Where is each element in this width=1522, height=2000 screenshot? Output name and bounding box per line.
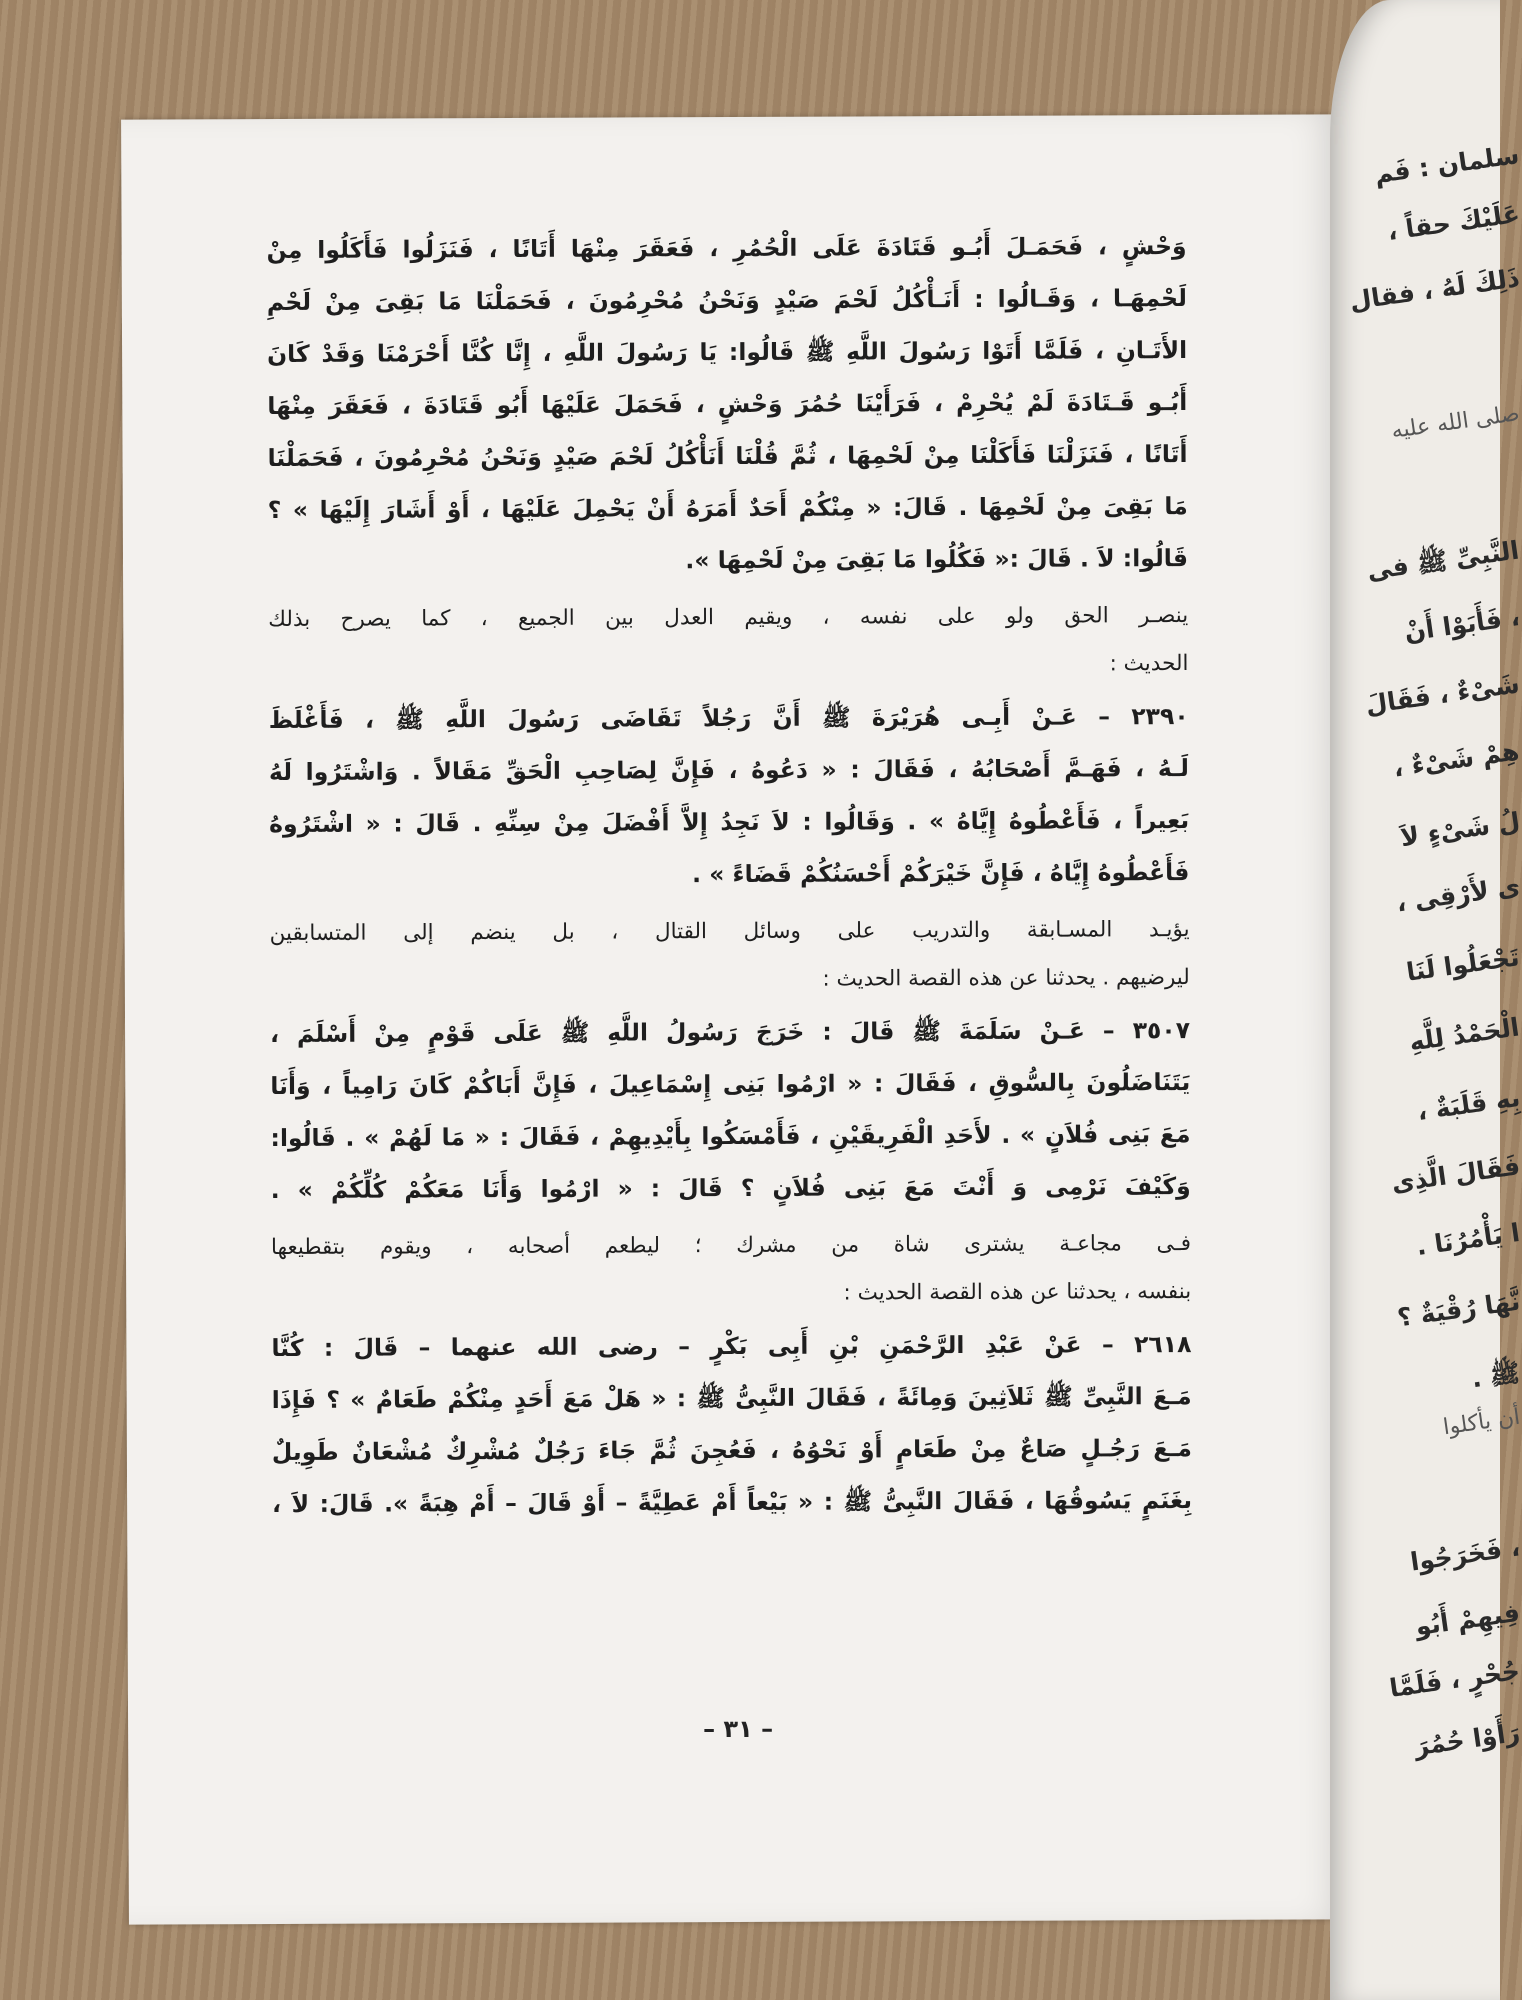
text-line: قَالُوا: لاَ . قَالَ :« فَكُلُوا مَا بَقِىَ مِنْ لَحْمِهَا ». — [685, 544, 1189, 575]
facing-page-text: فِيهِمْ أَبُو — [1413, 1597, 1522, 1642]
hadith-block-2390 — [269, 690, 1190, 902]
facing-page-text: جُحْرٍ ، فَلَمَّا — [1387, 1656, 1522, 1703]
commentary-block-3 — [271, 1220, 1191, 1320]
facing-page — [1330, 0, 1522, 2000]
text-line: بِغَنَمٍ يَسُوقُهَا ، فَقَالَ النَّبِىُّ ﷺ : « بَيْعاً أَمْ عَطِيَّةً – أَوْ قَالَ – أَمْ هِبَةً ». قَالَ: لاَ ، — [272, 1486, 1193, 1519]
page-text — [267, 220, 1193, 1530]
text-line: ٢٦١٨ – عَنْ عَبْدِ الرَّحْمَنِ بْنِ أَبِى بَكْرٍ – رضى الله عنهما – قَالَ : كُنَّا — [271, 1330, 1192, 1363]
text-line: مَـعَ رَجُـلٍ صَاعٌ مِنْ طَعَامٍ أَوْ نَحْوُهُ ، فَعُجِنَ ثُمَّ جَاءَ رَجُلٌ مُشْرِكٌ مُشْعَانٌ طَوِيلٌ — [271, 1434, 1192, 1467]
facing-page-text: بِهِ قَلَبَةٌ ، — [1415, 1082, 1522, 1127]
text-line: بَعِيراً ، فَأَعْطُوهُ إِيَّاهُ » . وَقَالُوا : لاَ نَجِدُ إِلاَّ أَفْضَلَ مِنْ سِنِّهِ . قَالَ : « اشْتَرُوهُ — [269, 806, 1190, 839]
facing-page-text: ى لأَرْقِى ، — [1394, 871, 1522, 918]
text-line: ليرضيهم . يحدثنا عن هذه القصة الحديث : — [822, 965, 1190, 992]
text-line: لَحْمِهَـا ، وَقَـالُوا : أَنَـأْكُلُ لَحْمَ صَيْدٍ وَنَحْنُ مُحْرِمُونَ ، فَحَمَلْنَا مَا بَقِىَ مِنْ لَحْمِ — [266, 284, 1187, 317]
facing-page-text: ، فَأَبَوْا أَنْ — [1402, 602, 1522, 647]
facing-page-text: تَجْعَلُوا لَنَا — [1404, 942, 1522, 987]
text-line: لَـهُ ، فَهَـمَّ أَصْحَابُهُ ، فَقَالَ : « دَعُوهُ ، فَإِنَّ لِصَاحِبِ الْحَقِّ مَقَالاً . وَاشْتَرُوا لَهُ — [268, 754, 1189, 787]
hadith-block-2618 — [271, 1318, 1192, 1530]
facing-page-text: عَلَيْكَ حقاً ، — [1385, 198, 1522, 247]
facing-page-text: هِمْ شَىْءٌ ، — [1392, 736, 1522, 783]
facing-page-text: النَّبِىِّ ﷺ فى — [1365, 535, 1521, 586]
text-line: فـى مجاعـة يشترى شاة من مشرك ؛ ليطعم أصحابه ، ويقوم بتقطيعها — [270, 1231, 1192, 1261]
facing-page-text: شَىْءٌ ، فَقَالَ — [1363, 669, 1522, 720]
facing-page-text: ا يَأْمُرُنَا . — [1414, 1217, 1522, 1262]
text-line: وَكَيْفَ نَرْمِى وَ أَنْتَ مَعَ بَنِى فُلاَنٍ ؟ قَالَ : « ارْمُوا وَأَنَا مَعَكُمْ كُلِّكُمْ » . — [270, 1172, 1191, 1205]
commentary-block-1 — [268, 592, 1188, 692]
text-line: مَعَ بَنِى فُلاَنٍ » . لأَحَدِ الْفَرِيقَيْنِ ، فَأَمْسَكُوا بِأَيْدِيهِمْ ، فَقَالَ : « مَا لَهُمْ » . قَالُوا: — [270, 1120, 1191, 1153]
hadith-block-1 — [267, 220, 1189, 588]
text-line: فَأَعْطُوهُ إِيَّاهُ ، فَإِنَّ خَيْرَكُمْ أَحْسَنُكُمْ قَضَاءً » . — [691, 858, 1190, 889]
facing-page-text: فَقَالَ الَّذِى — [1389, 1151, 1522, 1198]
text-line: الحديث : — [1109, 651, 1189, 677]
page-number: – ٣١ – — [703, 1714, 774, 1744]
facing-page-text: ﷺ . — [1469, 1357, 1522, 1394]
text-line: بنفسه ، يحدثنا عن هذه القصة الحديث : — [843, 1279, 1192, 1306]
hadith-block-3507 — [270, 1004, 1191, 1216]
text-line: مَا بَقِىَ مِنْ لَحْمِهَا . قَالَ: « مِنْكُمْ أَحَدٌ أَمَرَهُ أَنْ يَحْمِلَ عَلَيْهَا ، أَوْ أَشَارَ إِلَيْهَا » ؟ — [267, 492, 1188, 525]
text-line: يؤيـد المسـابقة والتدريب على وسائل القتال ، بل ينضم إلى المتسابقين — [269, 917, 1190, 947]
text-line: ٣٥٠٧ – عَـنْ سَلَمَةَ ﷺ قَالَ : خَرَجَ رَسُولُ اللَّهِ ﷺ عَلَى قَوْمٍ مِنْ أَسْلَمَ ، — [269, 1016, 1191, 1049]
text-line: أَبُـو قَـتَادَةَ لَمْ يُحْرِمْ ، فَرَأَيْنَا حُمُرَ وَحْشٍ ، فَحَمَلَ عَلَيْهَا أَبُو قَتَادَةَ ، فَعَقَرَ مِنْهَا — [267, 388, 1188, 421]
facing-page-text: ذَلِكَ لَهُ ، فقال — [1347, 263, 1522, 316]
facing-page-text: ، فَخَرَجُوا — [1408, 1532, 1522, 1577]
facing-page-text: لُ شَىْءٍ لاَ — [1398, 806, 1522, 853]
text-line: الأَتَـانِ ، فَلَمَّا أَتَوْا رَسُولَ اللَّهِ ﷺ قَالُوا: يَا رَسُولَ اللَّهِ ، إِنَّا كُنَّا أَحْرَمْنَا وَقَدْ كَانَ — [267, 336, 1188, 369]
facing-page-text: صلى الله عليه — [1389, 401, 1522, 444]
facing-page-text: سلمان : فَم — [1373, 140, 1522, 189]
text-line: أَتَانًا ، فَنَزَلْنَا فَأَكَلْنَا مِنْ لَحْمِهَا ، ثُمَّ قُلْنَا أَنَأْكُلُ لَحْمَ صَيْدٍ وَنَحْنُ مُحْرِمُونَ ، فَحَمَلْنَا — [267, 440, 1188, 473]
text-line: يَتَنَاضَلُونَ بِالسُّوقِ ، فَقَالَ : « ارْمُوا بَنِى إِسْمَاعِيلَ ، فَإِنَّ أَبَاكُمْ كَانَ رَامِياً ، وَأَنَا — [270, 1068, 1191, 1101]
book-page — [121, 114, 1349, 1924]
text-line: وَحْشٍ ، فَحَمَـلَ أَبُـو قَتَادَةَ عَلَى الْحُمُرِ ، فَعَقَرَ مِنْهَا أَتَانًا ، فَنَزَلُوا فَأَكَلُوا مِنْ — [266, 232, 1187, 265]
facing-page-text: الْحَمْدُ لِلَّهِ — [1407, 1012, 1522, 1057]
text-line: ينصـر الحق ولو على نفسه ، ويقيم العدل بين الجميع ، كما يصرح بذلك — [268, 603, 1189, 633]
commentary-block-2 — [270, 906, 1190, 1006]
facing-page-text: رَأَوْا حُمُرَ — [1412, 1717, 1522, 1762]
facing-page-text: نَّهَا رُقْيَةٌ ؟ — [1395, 1286, 1522, 1333]
facing-page-text: أن يأكلوا — [1441, 1404, 1522, 1441]
text-line: ٢٣٩٠ – عَـنْ أَبِـى هُرَيْرَةَ ﷺ أَنَّ رَجُلاً تَقَاضَى رَسُولَ اللَّهِ ﷺ ، فَأَغْلَظَ — [268, 702, 1189, 735]
text-line: مَـعَ النَّبِىِّ ﷺ ثَلاَثِينَ وَمِائَةً ، فَقَالَ النَّبِىُّ ﷺ : « هَلْ مَعَ أَحَدٍ مِنْكُمْ طَعَامٌ » ؟ فَإِذَا — [271, 1382, 1192, 1415]
